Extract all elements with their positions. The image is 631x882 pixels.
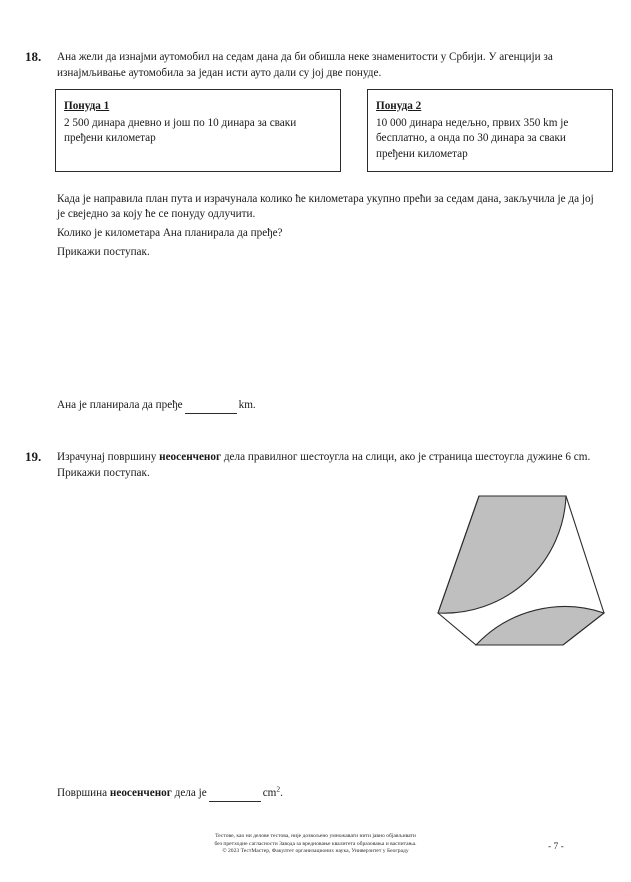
offer-box-2-title: Понуда 2 [376,100,422,112]
page-number: - 7 - [548,842,564,852]
question-19-answer-line [57,786,283,802]
question-18-body-line-2: је свеједно за коју ће се понуду одлучити. [57,208,256,220]
question-19-answer-prefix-1: Површина [57,787,110,799]
offer-box-1-text: 2 500 динара дневно и још по 10 динара за сваки пређени километар [64,116,297,144]
footer-line-2: без претходне сагласности Завода за вредновање квалитета образовања и васпитања. [214,840,417,847]
question-19-answer-exponent: 2 [276,784,281,794]
question-19-text-emphasis: неосенченог [159,451,222,463]
question-18-number: 18. [25,49,42,64]
question-19-answer-period: . [280,787,283,799]
offer-box-2-content [368,90,612,168]
question-19-answer-prefix-2: дела је [171,787,207,799]
offer-box-2-text: 10 000 динара недељно, првих 350 km је бесплатно, а онда по 30 динара за сваки пређени километар [376,116,569,160]
question-18-answer-blank[interactable] [185,402,237,414]
page-footer [0,833,631,856]
question-19-text-line-2: Прикажи поступак. [57,467,150,479]
question-19-text-part1: Израчунај површину [57,451,160,463]
question-18-intro: Ана жели да изнајми аутомобил на седам дана да би обишла неке знаменитости у Србији. У агенцији за изнајмљивање аутомобила за један исти ауто дали су јој две понуде. [57,51,553,79]
footer-line-3: © 2023 ТестМастер, Факултет организационих наука, Универзитет у Београду [222,848,409,855]
question-18-answer-prefix: Ана је планирала да пређе [57,399,183,411]
hexagon-shaded-upper-region [438,496,566,613]
question-19-number: 19. [25,449,42,464]
offer-box-1-title: Понуда 1 [64,100,110,112]
question-19-text [57,450,613,466]
question-18-answer-line [57,398,256,414]
question-18-body-line-4: Прикажи поступак. [57,246,150,258]
hexagon-figure-svg [432,482,612,654]
offer-box-2 [367,89,613,172]
question-19-answer-blank[interactable] [209,790,261,802]
offer-box-1-content [56,90,340,153]
question-18-body-line-3: Колико је километара Ана планирала да пређе? [57,227,283,239]
question-19-answer-emphasis: неосенченог [109,787,172,799]
offer-box-1 [55,89,341,172]
footer-line-1: Тестове, као ни делове тестова, није дозвољено умножавати нити јавно објављивати [215,833,416,839]
question-18-answer-unit: km. [238,399,256,411]
question-18-body-line-1: Када је направила план пута и израчунала колико ће километара укупно прећи за седам дана, закључила је да јој [57,193,594,205]
question-19-answer-unit: cm [262,787,277,799]
question-19-text-part2: дела правилног шестоугла на слици, ако је страница шестоугла дужине 6 cm. [221,451,591,463]
hexagon-figure [432,482,612,654]
hexagon-shaded-lower-region [476,607,604,645]
